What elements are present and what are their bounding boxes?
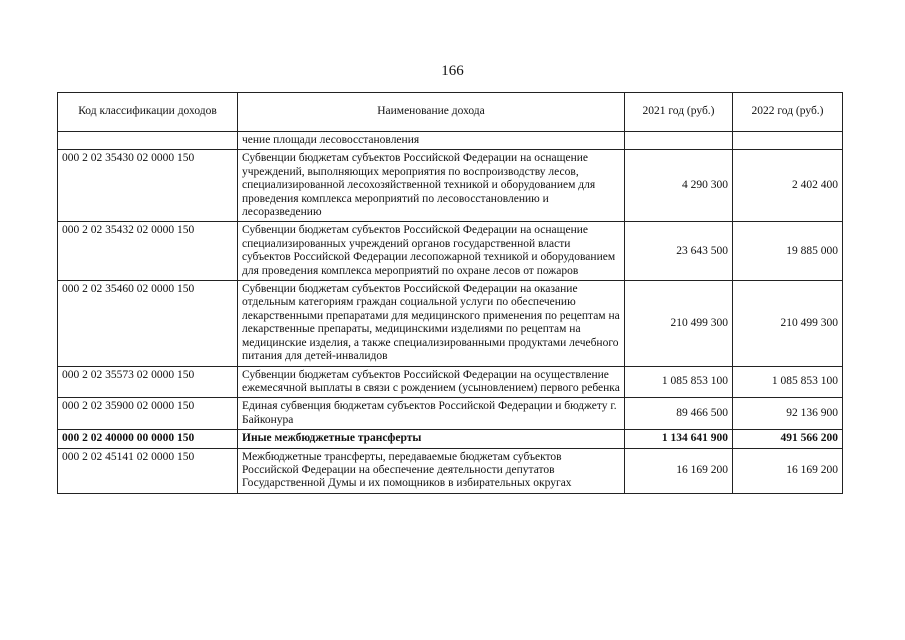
amount-2021-cell: 4 290 300 — [625, 150, 733, 222]
table-row — [58, 366, 843, 398]
amount-2021-cell: 1 085 853 100 — [625, 366, 733, 398]
code-cell: 000 2 02 35460 02 0000 150 — [58, 281, 238, 366]
table-row — [58, 222, 843, 281]
name-cell: Иные межбюджетные трансферты — [238, 430, 625, 448]
name-cell: Межбюджетные трансферты, передаваемые бюджетам субъектов Российской Федерации на обеспечение деятельности депутатов Государственной Думы и их помощников в избирательных округах — [238, 448, 625, 493]
name-cell: Субвенции бюджетам субъектов Российской Федерации на оснащение учреждений, выполняющих мероприятия по воспроизводству лесов, специализированной лесохозяйственной техникой и оборудованием для проведения комплекса мероприятий по лесовосстановлению и лесоразведению — [238, 150, 625, 222]
header-year-2022: 2022 год (руб.) — [733, 93, 843, 132]
table-row — [58, 398, 843, 430]
header-year-2021: 2021 год (руб.) — [625, 93, 733, 132]
table-row — [58, 281, 843, 366]
code-cell: 000 2 02 35432 02 0000 150 — [58, 222, 238, 281]
amount-2022-cell: 491 566 200 — [733, 430, 843, 448]
amount-2021-cell: 1 134 641 900 — [625, 430, 733, 448]
amount-2021-cell: 210 499 300 — [625, 281, 733, 366]
amount-2022-cell: 1 085 853 100 — [733, 366, 843, 398]
code-cell: 000 2 02 35900 02 0000 150 — [58, 398, 238, 430]
header-name: Наименование дохода — [238, 93, 625, 132]
amount-2022-cell: 16 169 200 — [733, 448, 843, 493]
code-cell: 000 2 02 35430 02 0000 150 — [58, 150, 238, 222]
amount-2021-cell — [625, 132, 733, 150]
code-cell: 000 2 02 40000 00 0000 150 — [58, 430, 238, 448]
table-row — [58, 448, 843, 493]
amount-2022-cell: 2 402 400 — [733, 150, 843, 222]
table-row — [58, 430, 843, 448]
code-cell: 000 2 02 45141 02 0000 150 — [58, 448, 238, 493]
page-number: 166 — [441, 63, 464, 79]
amount-2021-cell: 23 643 500 — [625, 222, 733, 281]
header-code: Код классификации доходов — [58, 93, 238, 132]
amount-2022-cell — [733, 132, 843, 150]
code-cell: 000 2 02 35573 02 0000 150 — [58, 366, 238, 398]
table-body — [58, 132, 843, 494]
name-cell: Единая субвенция бюджетам субъектов Российской Федерации и бюджету г. Байконура — [238, 398, 625, 430]
name-cell: чение площади лесовосстановления — [238, 132, 625, 150]
code-cell — [58, 132, 238, 150]
amount-2022-cell: 92 136 900 — [733, 398, 843, 430]
name-cell: Субвенции бюджетам субъектов Российской Федерации на осуществление ежемесячной выплаты в связи с рождением (усыновлением) первого ребенка — [238, 366, 625, 398]
table-row — [58, 150, 843, 222]
amount-2022-cell: 19 885 000 — [733, 222, 843, 281]
name-cell: Субвенции бюджетам субъектов Российской Федерации на оснащение специализированных учреждений органов государственной власти субъектов Российской Федерации лесопожарной техникой и оборудованием для проведения комплекса мероприятий по охране лесов от пожаров — [238, 222, 625, 281]
amount-2022-cell: 210 499 300 — [733, 281, 843, 366]
amount-2021-cell: 89 466 500 — [625, 398, 733, 430]
table-header-row — [58, 93, 843, 132]
name-cell: Субвенции бюджетам субъектов Российской Федерации на оказание отдельным категориям граждан социальной услуги по обеспечению лекарственными препаратами для медицинского применения по рецептам на лекарственные препараты, медицинскими изделиями по рецептам на медицинские изделия, а также специализированными продуктами лечебного питания для детей-инвалидов — [238, 281, 625, 366]
amount-2021-cell: 16 169 200 — [625, 448, 733, 493]
table-row — [58, 132, 843, 150]
revenue-table — [57, 92, 843, 494]
